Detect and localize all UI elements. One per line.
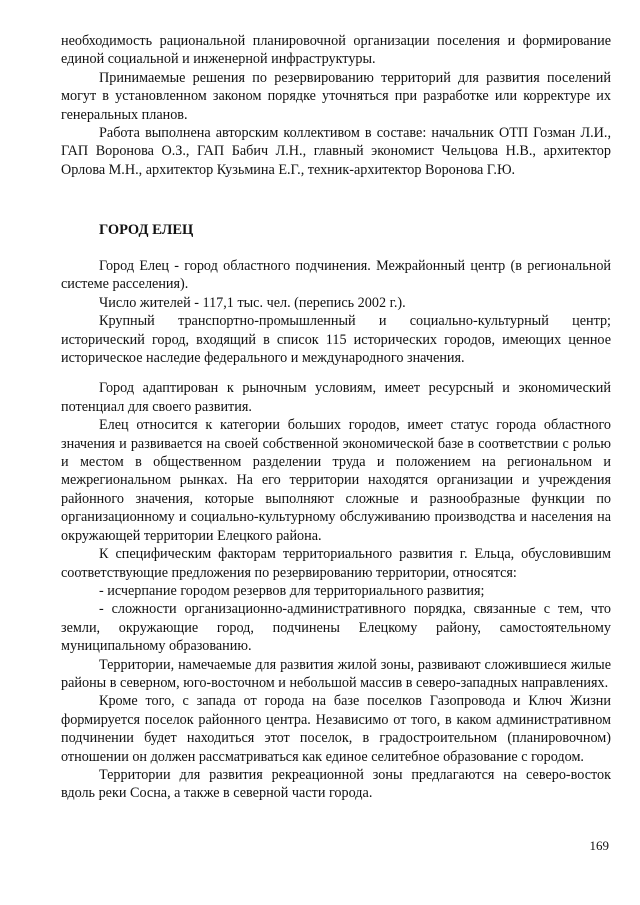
paragraph-population: Число жителей - 117,1 тыс. чел. (перепись 2002 г.). [99,294,406,311]
paragraph-recreation: Территории для развития рекреационной зоны предлагаются на северо-восток вдоль реки Сосна, а также в северной части города. [61,766,611,802]
paragraph-factors: К специфическим факторам территориального развития г. Ельца, обусловившим соответствующие предложения по резервированию территории, относятся: [61,546,611,581]
section-title: ГОРОД ЕЛЕЦ [99,222,194,238]
list-item-reserves: - исчерпание городом резервов для территориального развития; [99,582,485,599]
paragraph-status: Город Елец - город областного подчинения. Межрайонный центр (в региональной системе расселения). [61,258,611,293]
paragraph-gap [61,367,611,379]
paragraph-authors: Работа выполнена авторским коллективом в составе: начальник ОТП Гозман Л.И., ГАП Воронова О.З., ГАП Бабич Л.Н., главный экономист Чельцова Н.В., архитектор Орлова М.Н., архитектор Кузьмина Е.Г., техник-архитектор Воронова Г.Ю. [61,125,611,178]
paragraph-market: Город адаптирован к рыночным условиям, имеет ресурсный и экономический потенциал для своего развития. [61,380,611,415]
page-number: 169 [589,838,609,853]
paragraph-category: Елец относится к категории больших городов, имеет статус города областного значения и развивается на своей собственной экономической базе в соответствии с ролью и местом в общественном разделении труда и положением на региональном и межрегиональном рынках. На его территории находятся организации и учреждения районного значения, которые выполняют сложные и разнообразные функции по организационному и социально-культурному обслуживанию производства и населения на окружающей территории Елецкого района. [61,417,611,544]
intro-text-block [61,32,611,179]
paragraph-residential: Территории, намечаемые для развития жилой зоны, развивают сложившиеся жилые районы в северном, юго-восточном и небольшой массив в северо-западных направлениях. [61,656,611,691]
paragraph-center: Крупный транспортно-промышленный и социально-культурный центр; исторический город, входящий в список 115 исторических городов, имеющих ценное историческое наследие федерального и международного значения. [61,313,611,367]
section-body [61,257,611,803]
paragraph-settlement: Кроме того, с запада от города на базе поселков Газопровода и Ключ Жизни формируется поселок районного центра. Независимо от того, в каком административном подчинении будет находиться этот поселок, в градостроительном (планировочном) отношении он должен рассматриваться как единое селитебное образование с городом. [61,693,611,765]
list-item-administrative: - сложности организационно-административного порядка, связанные с тем, что земли, окружающие город, подчинены Елецкому району, самостоятельному муниципальному образованию. [61,601,611,655]
paragraph-decisions: Принимаемые решения по резервированию территорий для развития поселений могут в установленном законом порядке уточняться при разработке или корректуре их генеральных планов. [61,69,611,123]
paragraph-continuation: необходимость рациональной планировочной организации поселения и формирование единой социальной и инженерной инфраструктуры. [61,33,611,68]
